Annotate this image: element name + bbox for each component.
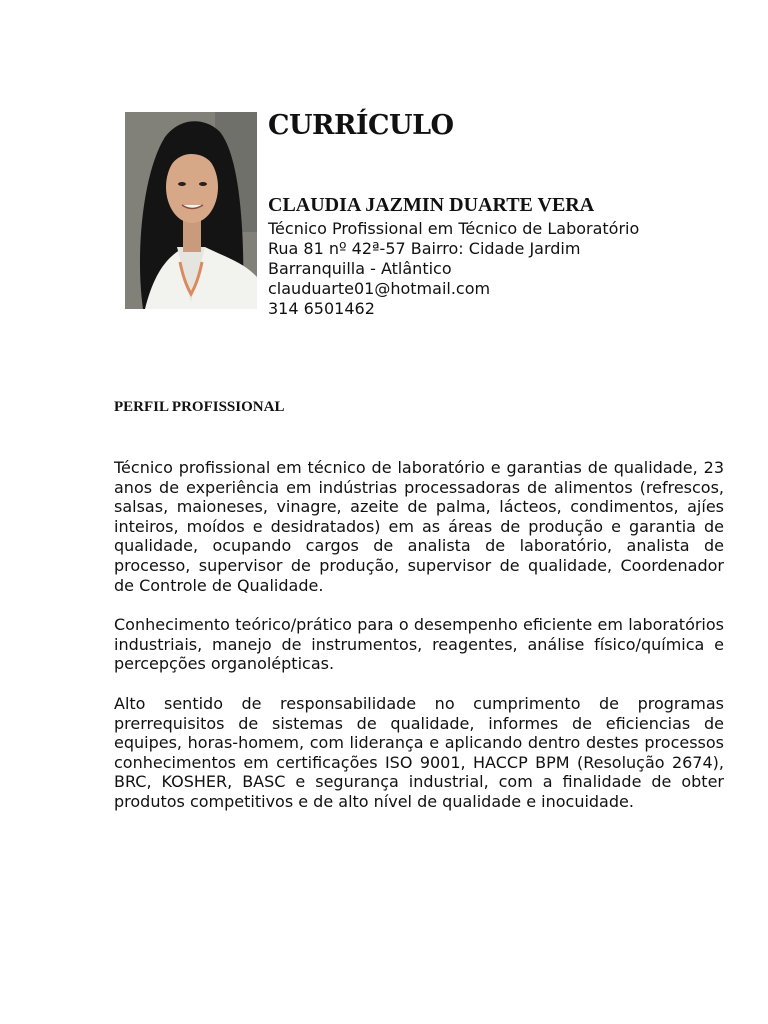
profile-paragraph: Alto sentido de responsabilidade no cumprimento de programas prerrequisitos de sistemas de qualidade, informes de eficiencias de equipes, horas-homem, com liderança e aplicando dentro destes processos conhecimentos em certificações ISO 9001, HACCP BPM (Resolução 2674), BRC, KOSHER, BASC e segurança industrial, com a finalidade de obter produtos competitivos e de alto nível de qualidade e inocuidade. [114,693,724,811]
professional-title: Técnico Profissional em Técnico de Laboratório [268,219,640,238]
section-heading-profile: PERFIL PROFISSIONAL [114,399,285,415]
address-line: Rua 81 nº 42ª-57 Bairro: Cidade Jardim [268,239,581,258]
email-address: clauduarte01@hotmail.com [268,279,491,298]
profile-paragraph: Conhecimento teórico/prático para o desempenho eficiente em laboratórios industriais, manejo de instrumentos, reagentes, análise físico/química e percepções organolépticas. [114,615,724,674]
phone-number: 314 6501462 [268,299,375,318]
city-line: Barranquilla - Atlântico [268,259,452,278]
portrait-photo [125,112,257,309]
profile-body [114,458,724,832]
document-title: CURRÍCULO [268,110,454,141]
candidate-name: CLAUDIA JAZMIN DUARTE VERA [268,194,595,216]
contact-block [268,219,639,319]
profile-paragraph: Técnico profissional em técnico de laboratório e garantias de qualidade, 23 anos de experiência em indústrias processadoras de alimentos (refrescos, salsas, maioneses, vinagre, azeite de palma, lácteos, condimentos, ajíes inteiros, moídos e desidratados) em as áreas de produção e garantia de qualidade, ocupando cargos de analista de laboratório, analista de processo, supervisor de produção, supervisor de qualidade, Coordenador de Controle de Qualidade. [114,458,724,595]
